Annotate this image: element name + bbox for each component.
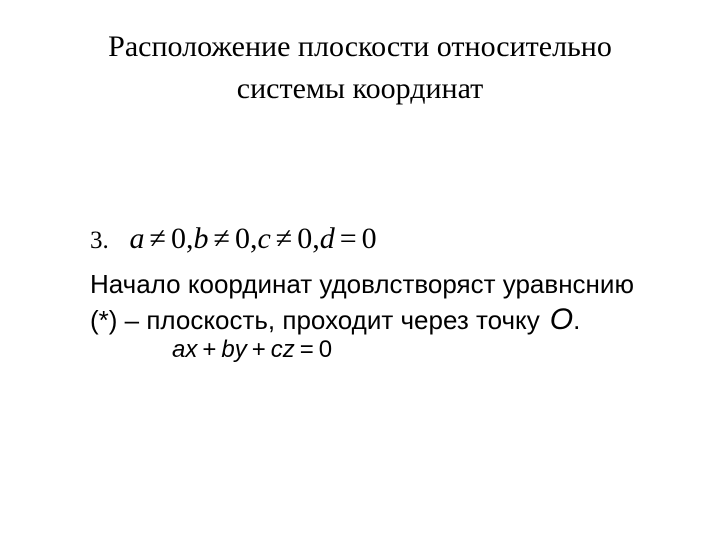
title-line-2: системы координат <box>236 72 484 105</box>
zero: 0 <box>361 222 377 255</box>
term-by: by <box>221 336 247 363</box>
zero: 0 <box>170 222 186 255</box>
comma: , <box>185 222 194 255</box>
zero: 0 <box>297 222 313 255</box>
text-line-2 <box>90 302 634 338</box>
text-line-2-start: (*) – плоскость, проходит через точку <box>90 305 540 335</box>
zero: 0 <box>318 336 333 363</box>
slide-title <box>0 26 720 110</box>
term-ax: ax <box>172 336 198 363</box>
plus-sign: + <box>251 336 266 363</box>
condition-line <box>90 222 377 256</box>
var-b: b <box>193 222 209 255</box>
zero: 0 <box>234 222 250 255</box>
comma: , <box>312 222 320 255</box>
plus-sign: + <box>202 336 217 363</box>
plane-equation <box>172 336 332 364</box>
eq-sign: = <box>299 336 314 363</box>
var-d: d <box>319 222 335 255</box>
eq-sign: = <box>339 222 357 255</box>
neq-sign: ≠ <box>275 222 293 255</box>
neq-sign: ≠ <box>149 222 166 255</box>
period: . <box>573 305 581 335</box>
var-c: c <box>257 222 271 255</box>
body-text <box>90 266 634 338</box>
comma: , <box>249 222 258 255</box>
point-o: O <box>549 303 574 336</box>
item-number: 3. <box>90 227 109 254</box>
text-line-1: Начало координат удовлстворяст уравнснию <box>90 269 634 299</box>
term-cz: cz <box>270 336 295 363</box>
var-a: a <box>129 222 145 255</box>
title-line-1: Расположение плоскости относительно <box>108 30 612 63</box>
neq-sign: ≠ <box>213 222 230 255</box>
condition-formula <box>130 222 377 255</box>
